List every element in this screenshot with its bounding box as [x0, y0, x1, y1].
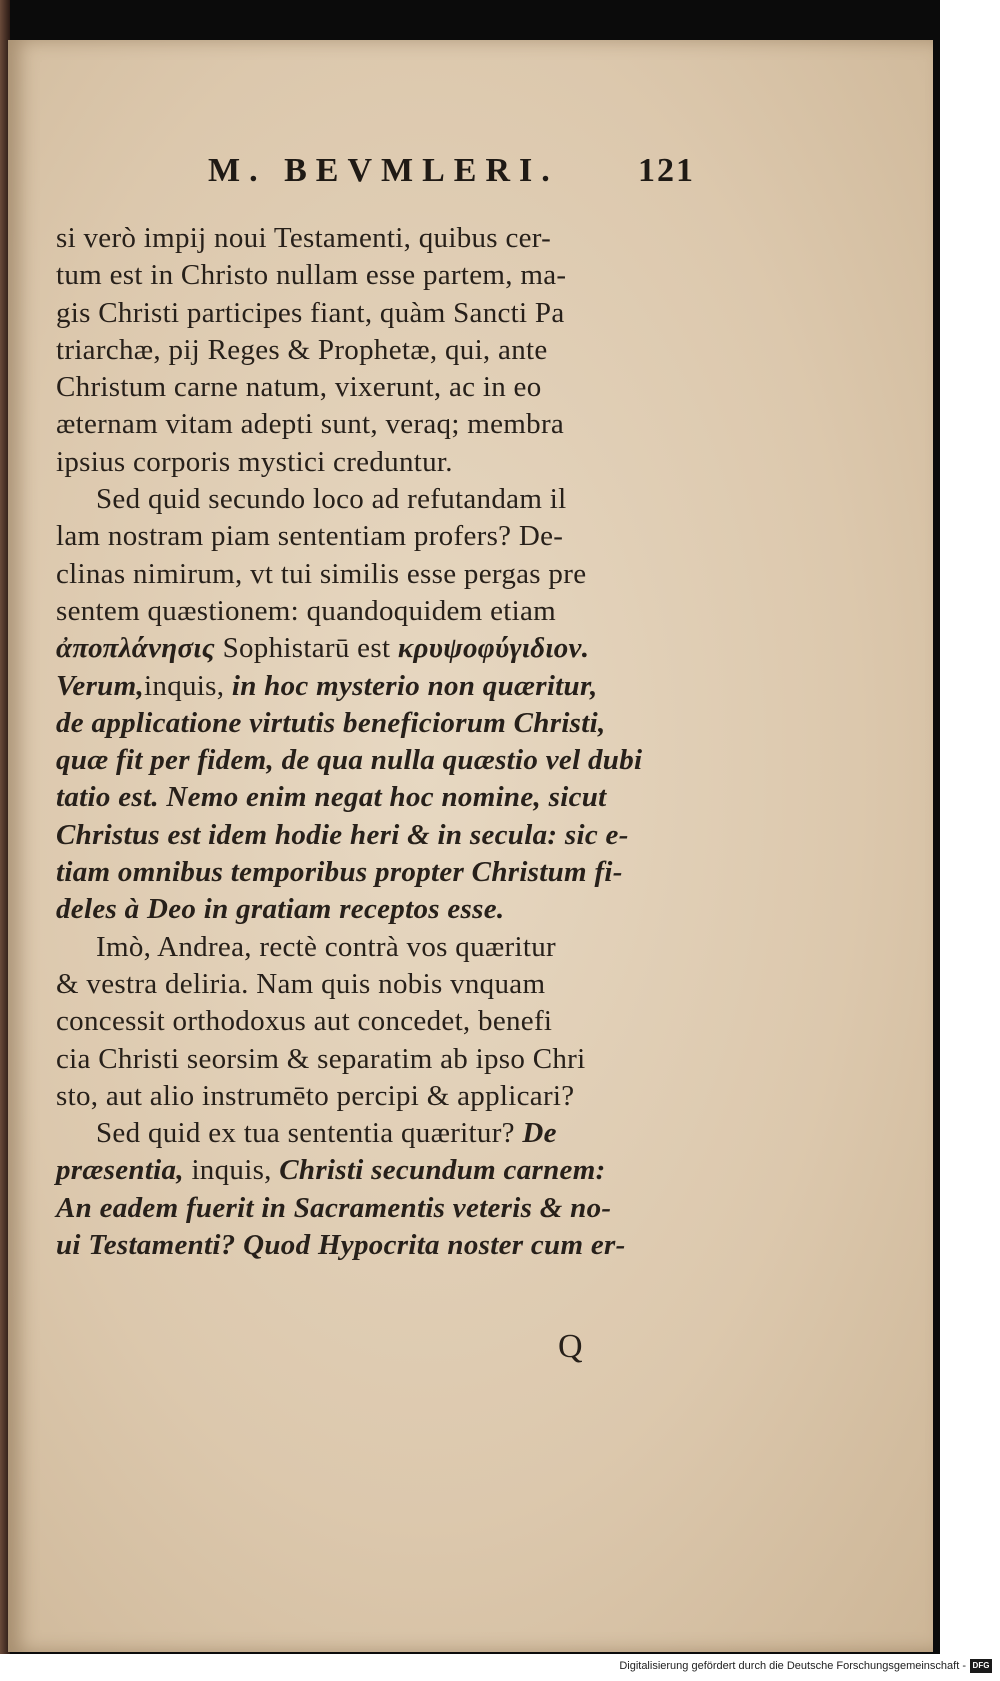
- text-line: An eadem fuerit in Sacramentis veteris & no-: [56, 1191, 612, 1224]
- quote-line: tiam omnibus temporibus propter Christum fi-: [56, 856, 623, 889]
- text-line: sto, aut alio instrumēto percipi & applicari?: [56, 1079, 575, 1112]
- page-number: 121: [638, 152, 695, 189]
- italic-segment: Christi secundum carnem:: [279, 1154, 606, 1187]
- running-head: M. BEVMLERI.: [208, 152, 559, 189]
- body-text: [56, 220, 686, 1264]
- text-line: lam nostram piam sententiam profers? De-: [56, 520, 564, 553]
- text-line: si verò impij noui Testamenti, quibus cer-: [56, 222, 552, 254]
- text-line: & vestra deliria. Nam quis nobis vnquam: [56, 967, 546, 1000]
- text-line: Christum carne natum, vixerunt, ac in eo: [56, 371, 542, 404]
- italic-segment: Verum,: [56, 669, 145, 702]
- text-line: concessit orthodoxus aut concedet, benefi: [56, 1005, 553, 1038]
- page-header: [8, 148, 933, 198]
- text-line: ui Testamenti? Quod Hypocrita noster cum er-: [56, 1229, 626, 1262]
- dfg-logo-icon: DFG: [970, 1659, 992, 1673]
- text-segment: inquis,: [144, 669, 225, 702]
- text-line: gis Christi participes fiant, quàm Sancti Pa: [56, 296, 565, 329]
- catchword: Q: [558, 1328, 583, 1365]
- text-line: ipsius corporis mystici creduntur.: [56, 445, 453, 478]
- italic-segment: in hoc mysterio non quæritur,: [231, 669, 598, 702]
- italic-segment: præsentia,: [56, 1154, 184, 1187]
- greek-line: [56, 630, 686, 667]
- book-page: [8, 40, 933, 1652]
- quote-line: [56, 668, 686, 705]
- digitization-footer: [619, 1657, 992, 1675]
- text-line: [56, 1115, 686, 1152]
- text-line: æternam vitam adepti sunt, veraq; membra: [56, 408, 565, 441]
- quote-line: Christus est idem hodie heri & in secula: sic e-: [56, 818, 629, 851]
- text-line: tum est in Christo nullam esse partem, ma-: [56, 259, 567, 292]
- text-segment: inquis,: [191, 1154, 272, 1187]
- text-line: cia Christi seorsim & separatim ab ipso Chri: [56, 1042, 586, 1075]
- quote-line: deles à Deo in gratiam receptos esse.: [56, 893, 505, 926]
- italic-segment: De: [522, 1117, 557, 1150]
- text-line: Imò, Andrea, rectè contrà vos quæritur: [96, 930, 556, 963]
- greek-word: ἀποπλάνησις: [56, 632, 216, 665]
- quote-line: quæ fit per fidem, de qua nulla quæstio vel dubi: [56, 744, 643, 777]
- greek-word: κρυψοφύγιδιον.: [397, 632, 590, 665]
- text-line: sentem quæstionem: quandoquidem etiam: [56, 594, 556, 627]
- text-segment: Sed quid ex tua sententia quæritur?: [96, 1117, 515, 1150]
- text-line: clinas nimirum, vt tui similis esse pergas pre: [56, 557, 587, 590]
- text-line: Sed quid secundo loco ad refutandam il: [96, 483, 567, 516]
- quote-line: tatio est. Nemo enim negat hoc nomine, sicut: [56, 781, 607, 814]
- text-segment: Sophistarū est: [222, 632, 391, 665]
- text-line: triarchæ, pij Reges & Prophetæ, qui, ante: [56, 333, 548, 366]
- text-line: [56, 1152, 686, 1189]
- quote-line: de applicatione virtutis beneficiorum Christi,: [56, 706, 606, 739]
- footer-credit: Digitalisierung gefördert durch die Deutsche Forschungsgemeinschaft -: [619, 1660, 966, 1672]
